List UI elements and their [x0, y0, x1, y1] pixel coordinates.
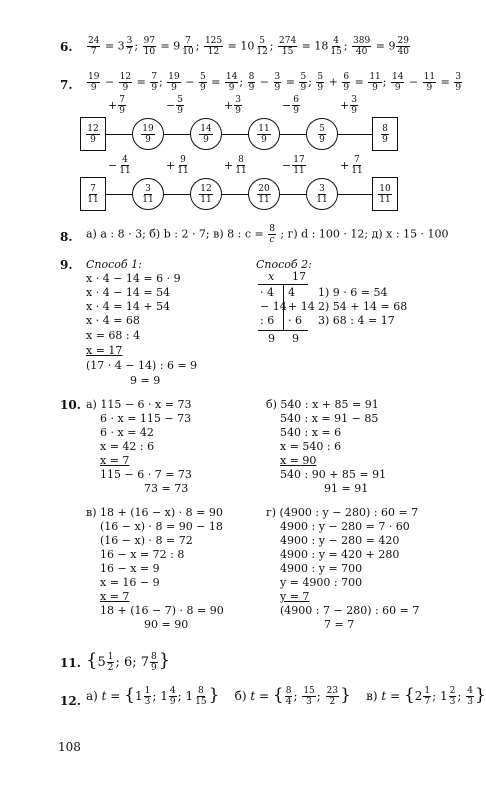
fraction-numerator: 4 [122, 155, 128, 165]
fraction-denominator: 9 [319, 134, 325, 145]
equation-step: 16 − x = 72 : 8 [100, 548, 185, 561]
ex8-frac-den: c [269, 235, 275, 245]
equals-sign: = [282, 75, 299, 89]
ex7-fraction-result [299, 72, 307, 93]
chain-operation [108, 155, 133, 176]
operator: + [325, 75, 342, 89]
operation-fraction [118, 155, 131, 176]
fraction-denominator: 9 [372, 83, 378, 93]
equation-step: 73 = 73 [144, 482, 189, 495]
table-right-op: · 6 [288, 314, 302, 327]
equals-sign: = [351, 75, 368, 89]
ex6-mixed-fraction [396, 36, 409, 57]
fraction-denominator: 10 [143, 47, 156, 57]
fraction-numerator: 389 [353, 36, 371, 46]
fraction-denominator: 11 [119, 166, 131, 176]
exercise-9-line: 9 = 9 [130, 374, 161, 387]
ex7-fraction [342, 72, 350, 93]
ex6-whole: 10 [240, 39, 255, 53]
fraction-denominator: 9 [90, 83, 97, 93]
ex6-mixed-fraction [255, 36, 268, 57]
fraction-numerator: 6 [293, 95, 299, 105]
ex7-fraction [391, 72, 404, 93]
chain-value [378, 184, 391, 205]
fraction-numerator: 17 [293, 155, 305, 165]
exercise-9-line: x = 17 [86, 344, 123, 357]
chain-value [381, 124, 389, 145]
ex6-whole: 9 [173, 39, 181, 53]
fraction-numerator: 3 [235, 95, 241, 105]
fraction-denominator: 9 [351, 106, 357, 116]
table-foot-right: 9 [292, 332, 299, 345]
equation-step: 4900 : y − 280 = 7 · 60 [280, 520, 410, 533]
ex6-mixed-fraction [329, 36, 342, 57]
chain-operation [282, 155, 307, 176]
equation-step: 7 = 7 [324, 618, 355, 631]
ex7-fraction-result [150, 72, 158, 93]
fraction-denominator: 9 [426, 83, 433, 93]
table-head-x: x [268, 270, 275, 283]
ex8-frac-num: 8 [269, 224, 275, 234]
chain-box [80, 177, 106, 211]
operation-sign: + [224, 159, 234, 172]
fraction-numerator: 8 [248, 72, 255, 82]
chain-value [199, 184, 212, 205]
exercise-9-line: x = 68 : 4 [86, 329, 141, 342]
ex6-fraction [204, 36, 223, 57]
fraction-denominator: 11 [177, 166, 189, 176]
chain-value [315, 184, 328, 205]
exercise-8-text [86, 224, 449, 245]
fraction-numerator: 7 [119, 95, 125, 105]
exercise-12-sets: а) t = {1 $\frac{1}{3}$ ; 1 $\frac{4}{9}$ ; 1 $\frac{8}{15}$ } б) t = { $\frac{8}{4}$ ; $\frac{15}{3}$ ; $\frac{23}{2}$ } в) t = {2 $\frac{1}{7}$ ; 1 $\frac{2}{3}$ ; $\frac{4}{3}$ } [86, 685, 486, 707]
table-head-value: 17 [292, 270, 306, 283]
equation-step: г) (4900 : y − 280) : 60 = 7 [266, 506, 419, 519]
equation-step: x = 90 [280, 454, 317, 467]
chain-circle [248, 178, 280, 210]
fraction-numerator: 9 [180, 155, 186, 165]
chain-operation [108, 95, 127, 116]
fraction-denominator: 11 [293, 166, 305, 176]
fraction-denominator: 9 [317, 83, 324, 93]
fraction-denominator: 15 [330, 47, 342, 57]
chain-circle [248, 118, 280, 150]
separator: ; [239, 75, 247, 89]
chain-value [141, 124, 154, 145]
separator: ; [308, 75, 316, 89]
chain-value [86, 124, 99, 145]
chain-operation [282, 95, 301, 116]
separator: ; [159, 75, 167, 89]
equals-sign: = [224, 39, 241, 53]
fraction-denominator: 7 [126, 47, 133, 57]
fraction-numerator: 19 [88, 72, 100, 82]
chain-operation [340, 95, 359, 116]
fraction-numerator: 12 [119, 72, 132, 82]
ex6-fraction [352, 36, 371, 57]
fraction-numerator: 5 [317, 72, 324, 82]
fraction-numerator: 3 [145, 183, 151, 194]
equation-step: 4900 : y = 700 [280, 562, 363, 575]
chain-operation [340, 155, 365, 176]
equation-step: б) 540 : x + 85 = 91 [266, 398, 379, 411]
fraction-numerator: 7 [151, 72, 158, 82]
table-left-op: : 6 [260, 314, 275, 327]
fraction-numerator: 3 [351, 95, 357, 105]
fraction-numerator: 20 [258, 183, 270, 194]
fraction-denominator: 9 [90, 134, 96, 145]
equation-step: 18 + (16 − 7) · 8 = 90 [100, 604, 224, 617]
exercise-9-line: x · 4 = 68 [86, 314, 140, 327]
fraction-denominator: 7 [90, 47, 97, 57]
ex7-fraction [248, 72, 256, 93]
fraction-numerator: 274 [279, 36, 297, 46]
chain-value [86, 184, 99, 205]
fraction-denominator: 11 [87, 194, 99, 205]
exercise-9-line: (17 · 4 − 14) : 6 = 9 [86, 359, 198, 372]
chain-circle [306, 118, 338, 150]
fraction-denominator: 11 [258, 194, 270, 205]
operation-sign: + [224, 99, 234, 112]
ex6-fraction [87, 36, 100, 57]
separator: ; [343, 39, 352, 53]
page-number: 108 [58, 740, 81, 754]
operator: − [405, 75, 422, 89]
fraction-denominator: 12 [207, 47, 220, 57]
fraction-numerator: 29 [397, 36, 409, 46]
fraction-denominator: 9 [122, 83, 129, 93]
fraction-denominator: 10 [182, 47, 194, 57]
exercise-8-part1: а) a : 8 · 3; б) b : 2 · 7; в) 8 : c = [86, 227, 264, 241]
fraction-denominator: 9 [274, 83, 281, 93]
fraction-denominator: 11 [316, 194, 328, 205]
equation-step: x = 42 : 6 [100, 440, 155, 453]
operation-fraction [176, 155, 189, 176]
fraction-denominator: 11 [142, 194, 154, 205]
equation-step: 115 − 6 · 7 = 73 [100, 468, 192, 481]
separator: ; [269, 39, 277, 53]
fraction-denominator: 9 [343, 83, 350, 93]
fraction-denominator: 9 [382, 134, 388, 145]
fraction-numerator: 11 [258, 123, 270, 134]
fraction-numerator: 10 [379, 183, 391, 194]
exercise-9-number: 9. [60, 258, 73, 272]
operator: − [181, 75, 198, 89]
exercise-9-line: x · 4 − 14 = 54 [86, 286, 171, 299]
fraction-denominator: 9 [171, 83, 177, 93]
equation-step: y = 7 [280, 590, 310, 603]
equation-step: 91 = 91 [324, 482, 369, 495]
fraction-denominator: 11 [351, 166, 363, 176]
equation-step: 6 · x = 42 [100, 426, 154, 439]
ex6-whole: 3 [117, 39, 125, 53]
fraction-denominator: 12 [256, 47, 268, 57]
solution-step: 1) 9 · 6 = 54 [318, 286, 388, 299]
equation-step: (16 − x) · 8 = 90 − 18 [100, 520, 223, 533]
ex7-fraction [199, 72, 207, 93]
operation-fraction [234, 155, 247, 176]
fraction-denominator: 15 [281, 47, 294, 57]
exercise-12-number: 12. [60, 694, 81, 708]
exercise-7-number: 7. [60, 78, 73, 92]
operation-sign: − [282, 99, 292, 112]
fraction-numerator: 5 [259, 36, 265, 46]
chain-circle [132, 118, 164, 150]
fraction-denominator: 9 [145, 134, 151, 145]
table-right-op: 4 [288, 286, 295, 299]
exercise-9-way2-title: Способ 2: [256, 258, 312, 271]
fraction-numerator: 3 [274, 72, 281, 82]
exercise-10-number: 10. [60, 398, 81, 412]
chain-value [257, 184, 270, 205]
equation-step: x = 7 [100, 590, 130, 603]
equation-step: а) 115 − 6 · x = 73 [86, 398, 192, 411]
fraction-numerator: 19 [142, 123, 154, 134]
fraction-numerator: 3 [455, 72, 462, 82]
fraction-denominator: 11 [200, 194, 212, 205]
fraction-denominator: 9 [235, 106, 241, 116]
equals-sign: = [133, 75, 150, 89]
fraction-denominator: 9 [261, 134, 267, 145]
fraction-numerator: 125 [204, 36, 223, 46]
operation-fraction [118, 95, 126, 116]
operation-fraction [350, 155, 363, 176]
ex7-fraction [119, 72, 132, 93]
solution-step: 2) 54 + 14 = 68 [318, 300, 408, 313]
fraction-numerator: 4 [333, 36, 339, 46]
fraction-numerator: 3 [126, 36, 133, 46]
chain-box [372, 177, 398, 211]
fraction-numerator: 3 [319, 183, 325, 194]
equals-sign: = [101, 39, 118, 53]
operation-fraction [292, 155, 305, 176]
operation-sign: − [166, 99, 176, 112]
equation-step: 540 : x = 6 [280, 426, 342, 439]
ex6-fraction [143, 36, 156, 57]
equation-step: (16 − x) · 8 = 72 [100, 534, 193, 547]
chain-operation [166, 95, 185, 116]
equation-step: 540 : x = 91 − 85 [280, 412, 379, 425]
fraction-denominator: 9 [228, 83, 235, 93]
chain-operation [224, 155, 249, 176]
fraction-numerator: 5 [177, 95, 183, 105]
operation-fraction [350, 95, 358, 116]
fraction-denominator: 40 [355, 47, 368, 57]
ex7-fraction [87, 72, 100, 93]
operation-sign: + [340, 159, 350, 172]
fraction-numerator: 12 [200, 183, 212, 194]
solution-step: 3) 68 : 4 = 17 [318, 314, 395, 327]
ex6-mixed-fraction [181, 36, 194, 57]
operation-sign: + [108, 99, 118, 112]
equation-step: y = 4900 : 700 [280, 576, 363, 589]
fraction-numerator: 5 [300, 72, 307, 82]
fraction-denominator: 9 [199, 83, 206, 93]
chain-circle [190, 118, 222, 150]
chain-value [318, 124, 326, 145]
fraction-numerator: 12 [87, 123, 99, 134]
fraction-denominator: 9 [151, 83, 158, 93]
separator: ; [382, 75, 390, 89]
fraction-numerator: 24 [88, 36, 100, 46]
table-foot-left: 9 [268, 332, 275, 345]
fraction-numerator: 6 [343, 72, 350, 82]
operator: − [101, 75, 118, 89]
fraction-numerator: 11 [423, 72, 436, 82]
equals-sign: = [298, 39, 315, 53]
equals-sign: = [437, 75, 454, 89]
equation-step: 90 = 90 [144, 618, 189, 631]
chain-box [372, 117, 398, 151]
fraction-numerator: 8 [382, 123, 388, 134]
fraction-numerator: 5 [199, 72, 206, 82]
separator: ; [134, 39, 142, 53]
equation-step: x = 16 − 9 [100, 576, 160, 589]
operation-fraction [176, 95, 184, 116]
equals-sign: = [207, 75, 224, 89]
fraction-numerator: 7 [90, 183, 96, 194]
chain-operation [166, 155, 191, 176]
fraction-denominator: 40 [397, 47, 409, 57]
ex7-fraction [316, 72, 324, 93]
fraction-numerator: 5 [319, 123, 325, 134]
equals-sign: = [157, 39, 174, 53]
fraction-numerator: 7 [354, 155, 360, 165]
operator: − [256, 75, 273, 89]
equation-step: 4900 : y = 420 + 280 [280, 548, 400, 561]
exercise-9-way1-title: Способ 1: [86, 258, 142, 271]
ex7-fraction [423, 72, 436, 93]
fraction-denominator: 9 [177, 106, 183, 116]
table-left-op: · 4 [260, 286, 274, 299]
exercise-7-equations [86, 72, 463, 93]
fraction-denominator: 9 [248, 83, 255, 93]
fraction-numerator: 11 [369, 72, 381, 82]
exercise-6-row [86, 36, 411, 57]
exercise-8-part2: ; г) d : 100 · 12; д) x : 15 · 100 [280, 227, 449, 241]
chain-value [141, 184, 154, 205]
fraction-denominator: 9 [203, 134, 209, 145]
table-bottom-rule [258, 330, 308, 331]
exercise-9-line: x · 4 − 14 = 6 · 9 [86, 272, 181, 285]
equation-step: в) 18 + (16 − x) · 8 = 90 [86, 506, 223, 519]
chain-value [199, 124, 212, 145]
ex6-fraction [278, 36, 297, 57]
fraction-numerator: 19 [168, 72, 180, 82]
equation-step: 540 : 90 + 85 = 91 [280, 468, 387, 481]
fraction-numerator: 8 [238, 155, 244, 165]
equation-step: x = 540 : 6 [280, 440, 342, 453]
fraction-denominator: 11 [379, 194, 391, 205]
chain-operation [224, 95, 243, 116]
operation-sign: − [108, 159, 118, 172]
fraction-denominator: 9 [300, 83, 307, 93]
exercise-11-number: 11. [60, 656, 81, 670]
operation-sign: + [340, 99, 350, 112]
operation-fraction [292, 95, 300, 116]
equation-step: x = 7 [100, 454, 130, 467]
chain-circle [132, 178, 164, 210]
exercise-9-line: x · 4 = 14 + 54 [86, 300, 171, 313]
equals-sign: = [372, 39, 389, 53]
exercise-6-number: 6. [60, 40, 73, 54]
ex7-fraction-result [225, 72, 238, 93]
chain-value [257, 124, 270, 145]
equation-step: 6 · x = 115 − 73 [100, 412, 192, 425]
separator: ; [195, 39, 203, 53]
equation-step: 4900 : y − 280 = 420 [280, 534, 400, 547]
equation-step: 16 − x = 9 [100, 562, 160, 575]
fraction-denominator: 9 [455, 83, 462, 93]
ex7-fraction-result [368, 72, 381, 93]
operation-fraction [234, 95, 242, 116]
fraction-numerator: 14 [200, 123, 212, 134]
fraction-numerator: 97 [143, 36, 156, 46]
equation-step: (4900 : 7 − 280) : 60 = 7 [280, 604, 420, 617]
fraction-denominator: 11 [235, 166, 247, 176]
operation-sign: + [166, 159, 176, 172]
ex7-fraction [167, 72, 180, 93]
table-right-op: + 14 [288, 300, 315, 313]
ex7-fraction-result [454, 72, 462, 93]
ex6-mixed-fraction [126, 36, 134, 57]
chain-box [80, 117, 106, 151]
ex6-whole: 9 [388, 39, 396, 53]
operation-sign: − [282, 159, 292, 172]
ex6-whole: 18 [314, 39, 329, 53]
fraction-denominator: 9 [119, 106, 125, 116]
exercise-11-set: {5 $\frac{1}{2}$ ; 6; 7 $\frac{8}{9}$ } [86, 650, 171, 673]
fraction-denominator: 9 [394, 83, 401, 93]
fraction-numerator: 7 [185, 36, 191, 46]
exercise-8-number: 8. [60, 230, 73, 244]
fraction-numerator: 14 [225, 72, 238, 82]
chain-circle [190, 178, 222, 210]
chain-circle [306, 178, 338, 210]
ex7-fraction [274, 72, 282, 93]
table-left-op: − 14 [260, 300, 287, 313]
fraction-denominator: 9 [293, 106, 299, 116]
fraction-numerator: 14 [391, 72, 404, 82]
